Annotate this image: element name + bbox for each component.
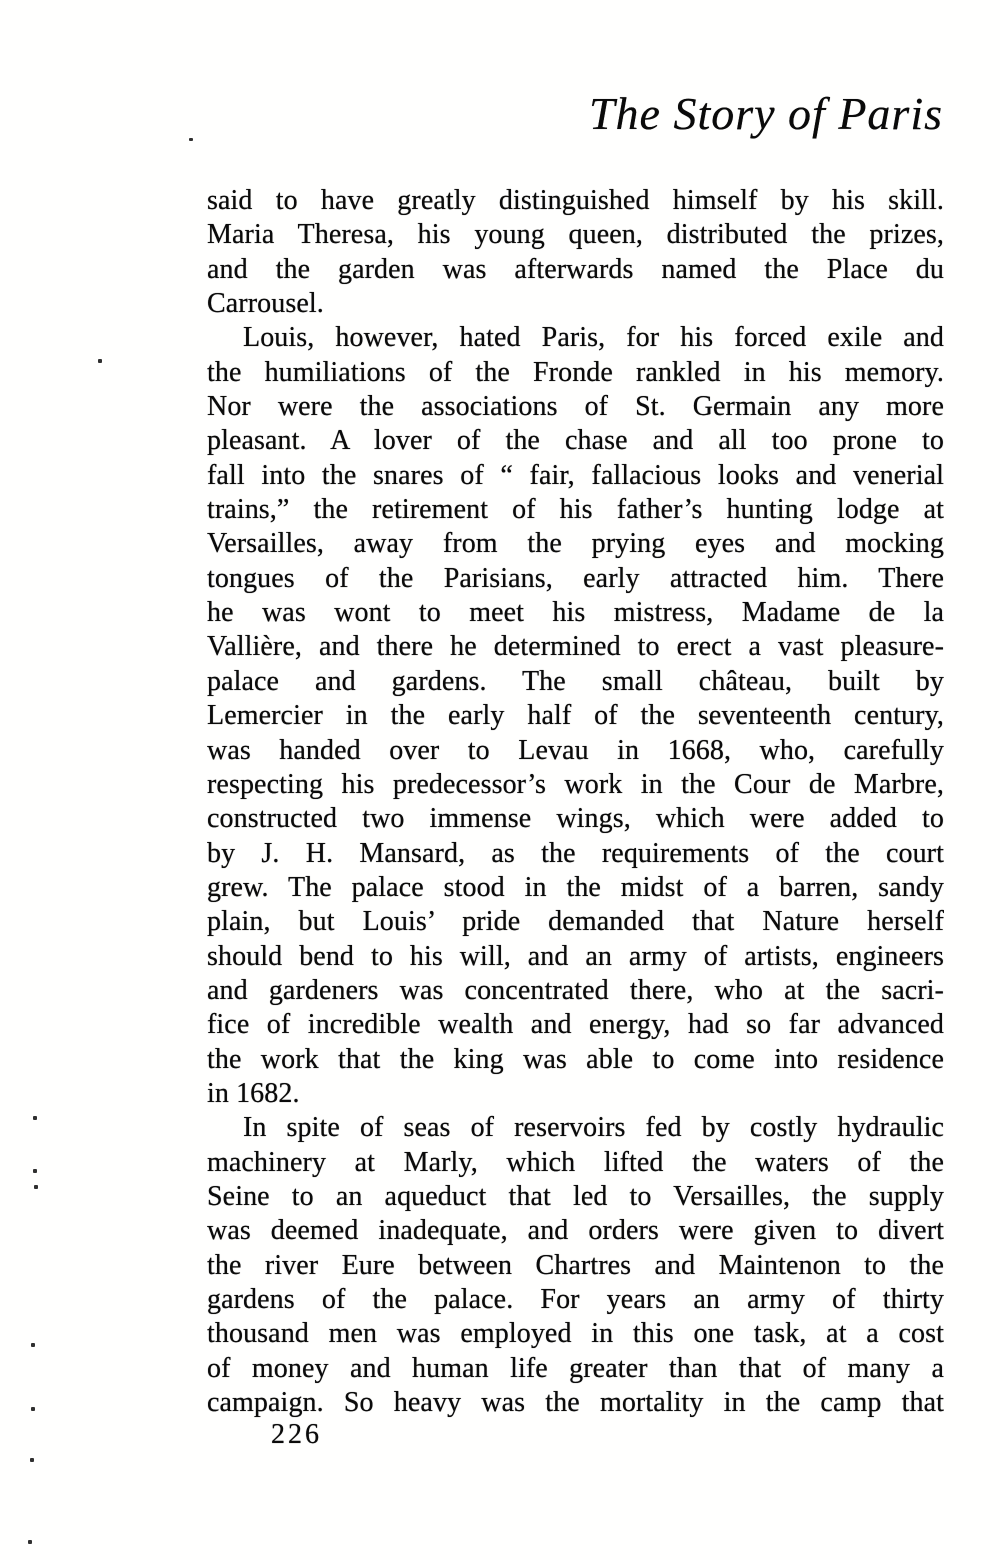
text-line: campaign. So heavy was the mortality in the camp that <box>207 1387 944 1419</box>
text-line: in 1682. <box>207 1077 300 1109</box>
text-line: was handed over to Levau in 1668, who, carefully <box>207 734 944 766</box>
text-line: Seine to an aqueduct that led to Versailles, the supply <box>207 1180 944 1212</box>
text-line: Lemercier in the early half of the seventeenth century, <box>207 700 944 732</box>
text-line: should bend to his will, and an army of artists, engineers <box>207 940 944 972</box>
text-line: In spite of seas of reservoirs fed by costly hydraulic <box>243 1112 944 1144</box>
text-line: Louis, however, hated Paris, for his forced exile and <box>243 322 944 354</box>
text-line: plain, but Louis’ pride demanded that Nature herself <box>207 906 944 938</box>
text-line: palace and gardens. The small château, built by <box>207 665 944 697</box>
text-line: respecting his predecessor’s work in the Cour de Marbre, <box>207 768 944 800</box>
text-block <box>207 184 944 1420</box>
text-line: he was wont to meet his mistress, Madame de la <box>207 597 944 629</box>
text-line: was deemed inadequate, and orders were given to divert <box>207 1215 944 1247</box>
text-line: constructed two immense wings, which were added to <box>207 803 944 835</box>
scan-speck <box>189 138 193 141</box>
text-line: tongues of the Parisians, early attracted him. There <box>207 562 944 594</box>
text-line: gardens of the palace. For years an army of thirty <box>207 1284 944 1315</box>
scan-speck <box>31 1407 35 1411</box>
text-line: Carrousel. <box>207 288 324 320</box>
text-line: machinery at Marly, which lifted the waters of the <box>207 1146 944 1178</box>
text-line: thousand men was employed in this one task, at a cost <box>207 1318 944 1350</box>
text-line: and the garden was afterwards named the Place du <box>207 253 944 285</box>
text-line: said to have greatly distinguished himself by his skill. <box>207 185 944 216</box>
text-line: by J. H. Mansard, as the requirements of the court <box>207 837 944 869</box>
text-line: fice of incredible wealth and energy, had so far advanced <box>207 1009 944 1041</box>
scan-speck <box>30 1458 34 1462</box>
scan-speck <box>33 1169 37 1173</box>
text-line: pleasant. A lover of the chase and all too prone to <box>207 425 944 457</box>
text-line: Versailles, away from the prying eyes and mocking <box>207 528 944 560</box>
text-line: and gardeners was concentrated there, who at the sacri- <box>207 974 944 1006</box>
running-header-title: The Story of Paris <box>588 88 943 139</box>
text-line: fall into the snares of “ fair, fallacious looks and venerial <box>207 459 944 491</box>
scan-speck <box>34 1185 38 1189</box>
scan-speck <box>98 359 102 363</box>
page-number: 226 <box>271 1419 322 1450</box>
text-line: Maria Theresa, his young queen, distributed the prizes, <box>207 219 944 251</box>
text-line: the work that the king was able to come into residence <box>207 1043 944 1075</box>
text-line: Vallière, and there he determined to erect a vast pleasure- <box>207 631 944 663</box>
scan-speck <box>33 1116 37 1120</box>
text-line: grew. The palace stood in the midst of a barren, sandy <box>207 871 944 903</box>
scan-speck <box>28 1540 32 1544</box>
text-line: the river Eure between Chartres and Maintenon to the <box>207 1249 944 1281</box>
text-line: Nor were the associations of St. Germain any more <box>207 391 944 423</box>
scan-speck <box>31 1343 35 1347</box>
text-line: of money and human life greater than that of many a <box>207 1352 944 1384</box>
text-line: the humiliations of the Fronde rankled in his memory. <box>207 356 944 388</box>
text-line: trains,” the retirement of his father’s hunting lodge at <box>207 494 944 526</box>
